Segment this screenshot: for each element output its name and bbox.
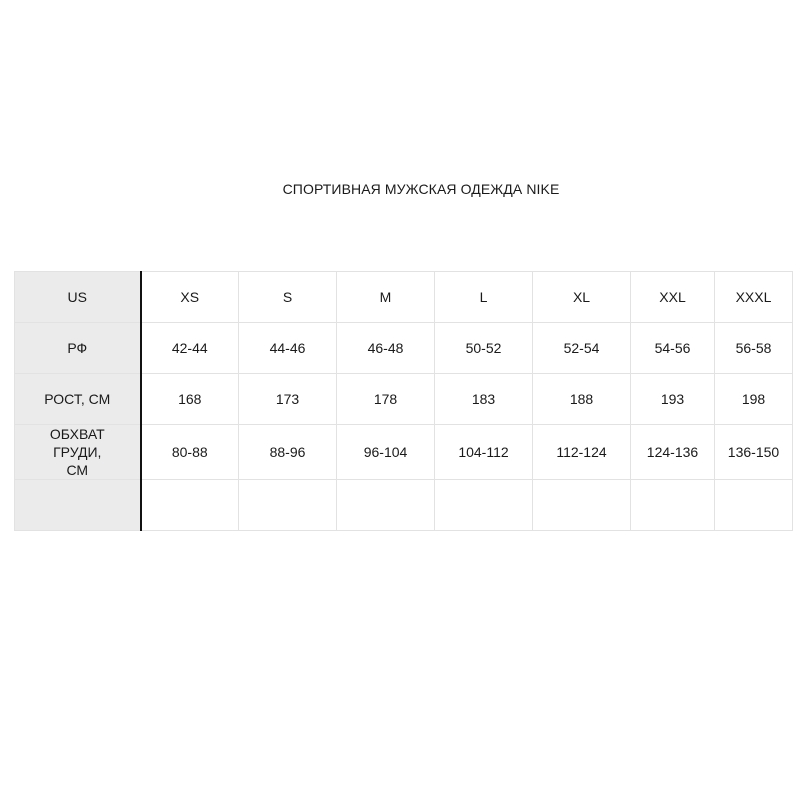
table-cell: 88-96 — [239, 425, 337, 480]
table-cell: 80-88 — [141, 425, 239, 480]
table-row-empty — [15, 480, 793, 531]
row-header-chest: ОБХВАТ ГРУДИ, СМ — [15, 425, 141, 480]
row-header-height: РОСТ, СМ — [15, 374, 141, 425]
table-cell: L — [435, 272, 533, 323]
table-cell: 44-46 — [239, 323, 337, 374]
table-cell: 188 — [533, 374, 631, 425]
table-cell: 96-104 — [337, 425, 435, 480]
table-cell: XXL — [631, 272, 715, 323]
row-header-us: US — [15, 272, 141, 323]
table-cell: 54-56 — [631, 323, 715, 374]
table-cell — [239, 480, 337, 531]
table-cell: XS — [141, 272, 239, 323]
row-header-empty — [15, 480, 141, 531]
table-cell: 50-52 — [435, 323, 533, 374]
table-cell: M — [337, 272, 435, 323]
table-cell: S — [239, 272, 337, 323]
table-cell — [533, 480, 631, 531]
page-title: СПОРТИВНАЯ МУЖСКАЯ ОДЕЖДА NIKE — [282, 181, 560, 197]
table-cell: 173 — [239, 374, 337, 425]
table-cell: 104-112 — [435, 425, 533, 480]
table-cell: XL — [533, 272, 631, 323]
table-cell: 46-48 — [337, 323, 435, 374]
table-cell: 42-44 — [141, 323, 239, 374]
table-cell — [337, 480, 435, 531]
table-cell: 168 — [141, 374, 239, 425]
table-cell: 183 — [435, 374, 533, 425]
table-cell — [631, 480, 715, 531]
table-cell: 136-150 — [715, 425, 793, 480]
row-header-rf: РФ — [15, 323, 141, 374]
table-cell: 56-58 — [715, 323, 793, 374]
table-cell — [141, 480, 239, 531]
table-row-chest — [15, 425, 793, 480]
table-cell — [715, 480, 793, 531]
table-cell: XXXL — [715, 272, 793, 323]
table-row-rf — [15, 323, 793, 374]
table-cell: 178 — [337, 374, 435, 425]
table-cell: 112-124 — [533, 425, 631, 480]
size-chart-table — [14, 271, 793, 531]
table-row-us — [15, 272, 793, 323]
table-cell: 198 — [715, 374, 793, 425]
table-cell: 124-136 — [631, 425, 715, 480]
table-row-height — [15, 374, 793, 425]
table-cell: 52-54 — [533, 323, 631, 374]
table-cell — [435, 480, 533, 531]
table-cell: 193 — [631, 374, 715, 425]
